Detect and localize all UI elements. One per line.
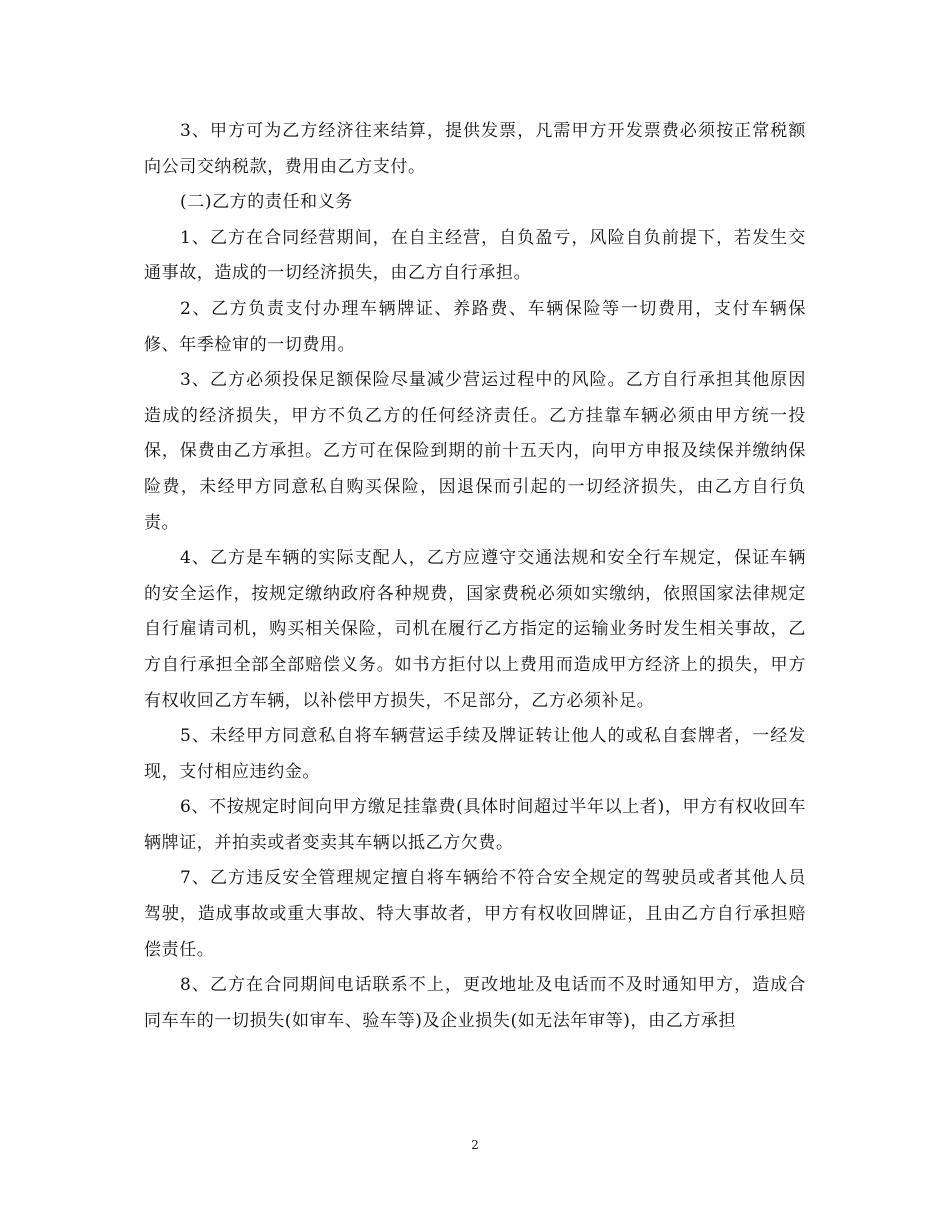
page-number: 2 xyxy=(471,1138,479,1152)
paragraph-clause-3: 3、乙方必须投保足额保险尽量减少营运过程中的风险。乙方自行承担其他原因造成的经济损失，甲方不负乙方的任何经济责任。乙方挂靠车辆必须由甲方统一投保，保费由乙方承担。乙方可在保险到期的前十五天内，向甲方申报及续保并缴纳保险费，未经甲方同意私自购买保险，因退保而引起的一切经济损失，由乙方自行负责。 xyxy=(144,370,806,533)
paragraph-clause-7: 7、乙方违反安全管理规定擅自将车辆给不符合安全规定的驾驶员或者其他人员驾驶，造成事故或重大事故、特大事故者，甲方有权收回牌证，且由乙方自行承担赔偿责任。 xyxy=(144,868,806,960)
paragraph-clause-1: 1、乙方在合同经营期间，在自主经营，自负盈亏，风险自负前提下，若发生交通事故，造成的一切经济损失，由乙方自行承担。 xyxy=(144,227,806,284)
document-body xyxy=(144,114,806,1039)
paragraph-clause-8: 8、乙方在合同期间电话联系不上，更改地址及电话而不及时通知甲方，造成合同车车的一切损失(如审车、验车等)及企业损失(如无法年审等)，由乙方承担 xyxy=(144,975,806,1031)
paragraph-invoice-settlement: 3、甲方可为乙方经济往来结算，提供发票，凡需甲方开发票费必须按正常税额向公司交纳税款，费用由乙方支付。 xyxy=(144,121,806,177)
paragraph-clause-5: 5、未经甲方同意私自将车辆营运手续及牌证转让他人的或私自套牌者，一经发现，支付相应违约金。 xyxy=(144,726,806,782)
paragraph-clause-2: 2、乙方负责支付办理车辆牌证、养路费、车辆保险等一切费用，支付车辆保修、年季检审的一切费用。 xyxy=(144,298,806,355)
paragraph-clause-6: 6、不按规定时间向甲方缴足挂靠费(具体时间超过半年以上者)，甲方有权收回车辆牌证，并拍卖或者变卖其车辆以抵乙方欠费。 xyxy=(144,797,806,853)
paragraph-clause-4: 4、乙方是车辆的实际支配人，乙方应遵守交通法规和安全行车规定，保证车辆的安全运作，按规定缴纳政府各种规费，国家费税必须如实缴纳，依照国家法律规定自行雇请司机，购买相关保险，司机在履行乙方指定的运输业务时发生相关事故，乙方自行承担全部全部赔偿义务。如书方拒付以上费用而造成甲方经济上的损失，甲方有权收回乙方车辆，以补偿甲方损失，不足部分，乙方必须补足。 xyxy=(144,548,806,711)
section-heading-party-b-duties: (二)乙方的责任和义务 xyxy=(180,192,353,213)
